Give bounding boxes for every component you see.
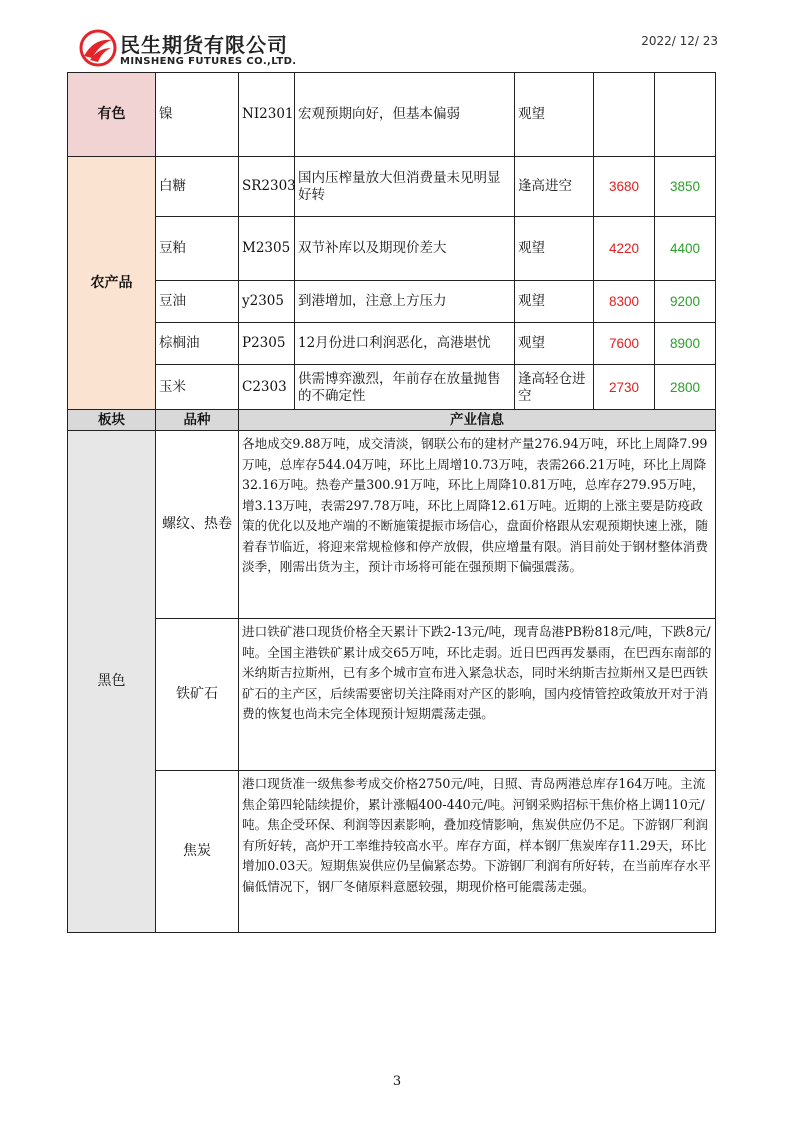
support-cell: 7600 <box>594 323 655 365</box>
contract-cell: SR2303 <box>239 157 295 217</box>
view-cell: 12月份进口利润恶化，高港堪忧 <box>295 323 515 365</box>
category-cell: 黑色 <box>68 431 156 933</box>
strategy-table <box>67 72 716 411</box>
table-row <box>68 281 716 323</box>
strategy-cell: 观望 <box>515 217 594 281</box>
resistance-cell: 9200 <box>655 281 716 323</box>
strategy-cell: 逢高进空 <box>515 157 594 217</box>
header-variety: 品种 <box>156 410 239 431</box>
header-sector: 板块 <box>68 410 156 431</box>
support-cell <box>594 73 655 157</box>
variety-cell: 豆油 <box>156 281 239 323</box>
strategy-cell: 逢高轻仓进空 <box>515 365 594 411</box>
resistance-cell: 2800 <box>655 365 716 411</box>
resistance-cell: 4400 <box>655 217 716 281</box>
strategy-cell: 观望 <box>515 323 594 365</box>
page-number: 3 <box>392 1074 402 1089</box>
variety-cell: 玉米 <box>156 365 239 411</box>
industry-info-table <box>67 409 716 933</box>
table-row <box>68 619 716 771</box>
info-cell: 进口铁矿港口现货价格全天累计下跌2-13元/吨，现青岛港PB粉818元/吨，下跌8元/吨。全国主港铁矿累计成交65万吨，环比走弱。近日巴西再发暴雨，在巴西东南部的米纳斯吉拉斯州，已有多个城市宣布进入紧急状态，同时米纳斯吉拉斯州又是巴西铁矿石的主产区，后续需要密切关注降雨对产区的影响，国内疫情管控政策放开对于消费的恢复也尚未完全体现预计短期震荡走强。 <box>239 619 716 771</box>
support-cell: 2730 <box>594 365 655 411</box>
variety-cell: 铁矿石 <box>156 619 239 771</box>
table-row <box>68 157 716 217</box>
header-info: 产业信息 <box>239 410 716 431</box>
info-cell: 各地成交9.88万吨，成交清淡，钢联公布的建材产量276.94万吨，环比上周降7.99万吨，总库存544.04万吨，环比上周增10.73万吨，表需266.21万吨，环比上周降32.16万吨。热卷产量300.91万吨，环比上周降10.81万吨，总库存279.95万吨，增3.13万吨，表需297.78万吨，环比上周降12.61万吨。近期的上涨主要是防疫政策的优化以及地产端的不断施策提振市场信心，盘面价格跟从宏观预期快速上涨，随着春节临近，将迎来常规检修和停产放假，供应增量有限。消目前处于钢材整体消费淡季，刚需出货为主，预计市场将可能在强预期下偏强震荡。 <box>239 431 716 619</box>
report-date: 2022/ 12/ 23 <box>641 34 718 48</box>
resistance-cell: 3850 <box>655 157 716 217</box>
table-header-row <box>68 410 716 431</box>
table-row <box>68 73 716 157</box>
info-cell: 港口现货准一级焦参考成交价格2750元/吨，日照、青岛两港总库存164万吨。主流焦企第四轮陆续提价，累计涨幅400-440元/吨。河钢采购招标干焦价格上调110元/吨。焦企受环保、利润等因素影响，叠加疫情影响，焦炭供应仍不足。下游钢厂利润有所好转，高炉开工率维持较高水平。库存方面，样本钢厂焦炭库存11.29天，环比增加0.03天。短期焦炭供应仍呈偏紧态势。下游钢厂利润有所好转，在当前库存水平偏低情况下，钢厂冬储原料意愿较强，期现价格可能震荡走强。 <box>239 771 716 933</box>
table-row <box>68 365 716 411</box>
variety-cell: 镍 <box>156 73 239 157</box>
company-name-cn: 民生期货有限公司 <box>120 33 288 57</box>
variety-cell: 豆粕 <box>156 217 239 281</box>
strategy-cell: 观望 <box>515 73 594 157</box>
support-cell: 3680 <box>594 157 655 217</box>
support-cell: 8300 <box>594 281 655 323</box>
strategy-cell: 观望 <box>515 281 594 323</box>
company-name-en: MINSHENG FUTURES CO.,LTD. <box>120 56 297 67</box>
variety-cell: 棕榈油 <box>156 323 239 365</box>
view-cell: 双节补库以及期现价差大 <box>295 217 515 281</box>
support-cell: 4220 <box>594 217 655 281</box>
minsheng-logo-icon <box>78 28 118 68</box>
table-row <box>68 771 716 933</box>
variety-cell: 螺纹、热卷 <box>156 431 239 619</box>
variety-cell: 焦炭 <box>156 771 239 933</box>
resistance-cell: 8900 <box>655 323 716 365</box>
company-logo <box>78 28 318 72</box>
view-cell: 国内压榨量放大但消费量未见明显好转 <box>295 157 515 217</box>
category-cell: 有色 <box>68 73 156 157</box>
view-cell: 供需博弈激烈，年前存在放量抛售的不确定性 <box>295 365 515 411</box>
contract-cell: NI2301 <box>239 73 295 157</box>
table-row <box>68 323 716 365</box>
table-row <box>68 431 716 619</box>
contract-cell: C2303 <box>239 365 295 411</box>
table-row <box>68 217 716 281</box>
contract-cell: M2305 <box>239 217 295 281</box>
contract-cell: y2305 <box>239 281 295 323</box>
category-cell: 农产品 <box>68 157 156 411</box>
view-cell: 到港增加，注意上方压力 <box>295 281 515 323</box>
resistance-cell <box>655 73 716 157</box>
variety-cell: 白糖 <box>156 157 239 217</box>
view-cell: 宏观预期向好，但基本偏弱 <box>295 73 515 157</box>
contract-cell: P2305 <box>239 323 295 365</box>
